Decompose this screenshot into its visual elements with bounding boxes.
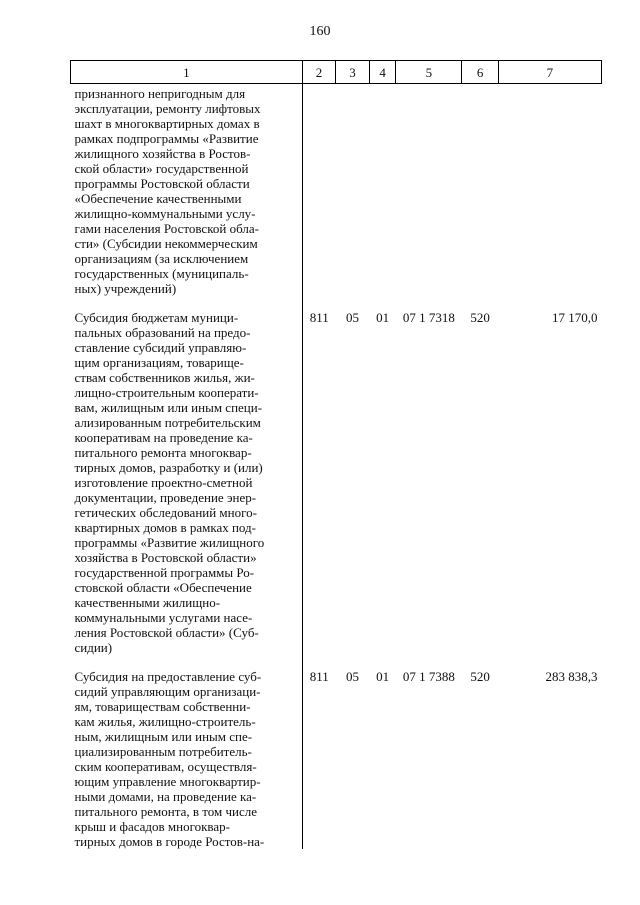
- row-cell-4: 01: [376, 310, 390, 325]
- row-cell-6: [462, 84, 499, 297]
- row-cell-4: 01: [376, 669, 390, 684]
- column-header-6: 6: [462, 61, 499, 84]
- row-description: признанного непригодным для эксплуатации, ремонту лифтовых шахт в многоквартирных домах в рамках подпрограммы «Развитие жилищного хозяйства в Ростов- ской области» государственной программы Ростовской области «Обеспечение качественными жилищно-коммунальными услу- гами населения Ростовской обла- сти» (Субсидии некоммерческим организациям (за исключением государственных (муниципаль- ных) учреждений): [71, 84, 303, 297]
- column-header-5: 5: [396, 61, 462, 84]
- row-cell-6: 520: [470, 310, 490, 325]
- page-number: 160: [309, 24, 331, 39]
- row-cell-5: 07 1 7388: [402, 669, 455, 684]
- table-header-row: [71, 61, 602, 84]
- column-header-1: 1: [71, 61, 303, 84]
- row-cell-7: 283 838,3: [545, 669, 598, 684]
- column-header-2: 2: [302, 61, 336, 84]
- row-cell-2: [302, 84, 336, 297]
- row-spacer: [71, 296, 602, 310]
- row-cell-3: 05: [346, 310, 360, 325]
- row-cell-5: [396, 84, 462, 297]
- budget-table: [70, 60, 602, 849]
- row-description: Субсидия бюджетам муници- пальных образований на предо- ставление субсидий управляю- щим организациям, товарище- ствам собственников жилья, жи- лищно-строительным кооперати- вам, жилищным или иным специ- ализированным потребительским кооперативам на проведение ка- питального ремонта многоквар- тирных домов, разработку и (или) изготовление проектно-сметной документации, проведение энер- гетических обследований много- квартирных домов в рамках под- программы «Развитие жилищного хозяйства в Ростовской области» государственной программы Ро- стовской области «Обеспечение качественными жилищно- коммунальными услугами насе- ления Ростовской области» (Суб- сидии): [71, 310, 303, 655]
- column-header-4: 4: [369, 61, 396, 84]
- table-row: [71, 84, 602, 297]
- spacer-cell: [71, 655, 303, 669]
- row-cell-3: 05: [346, 669, 360, 684]
- row-spacer: [71, 655, 602, 669]
- column-header-7: 7: [498, 61, 601, 84]
- table-row: [71, 310, 602, 655]
- row-cell-7: 17 170,0: [552, 310, 598, 325]
- row-cell-4: [369, 84, 396, 297]
- row-cell-6: 520: [470, 669, 490, 684]
- row-cell-2: 811: [309, 310, 329, 325]
- row-cell-5: 07 1 7318: [402, 310, 455, 325]
- column-header-3: 3: [336, 61, 369, 84]
- row-cell-7: [498, 84, 601, 297]
- row-cell-3: [336, 84, 369, 297]
- row-cell-2: 811: [309, 669, 329, 684]
- table-row: [71, 669, 602, 849]
- spacer-cell: [71, 296, 303, 310]
- row-description: Субсидия на предоставление суб- сидий управляющим организаци- ям, товариществам собственни- кам жилья, жилищно-строитель- ным, жилищным или иным спе- циализированным потребитель- ским кооперативам, осуществля- ющим управление многоквартир- ными домами, на проведение ка- питального ремонта, в том числе крыш и фасадов многоквар- тирных домов в городе Ростов-на-: [71, 669, 303, 849]
